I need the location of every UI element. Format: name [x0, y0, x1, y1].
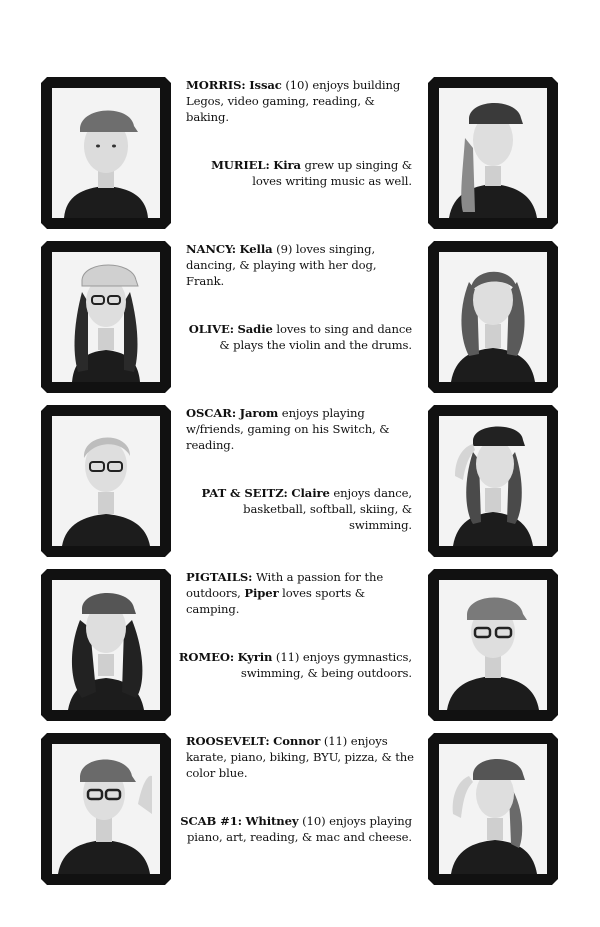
- photo-frame: [41, 569, 171, 721]
- bio-text: (10) enjoys building Legos, video gaming, reading, & baking.: [186, 78, 401, 124]
- bio-text: enjoys dance, basketball, softball, skiing, & swimming.: [243, 486, 412, 532]
- bio-entry: [178, 321, 412, 353]
- cast-row: [0, 241, 600, 393]
- role-name: ROOSEVELT:: [186, 734, 270, 748]
- role-name: OSCAR:: [186, 406, 237, 420]
- photo-frame: [428, 241, 558, 393]
- photo-frame: [428, 733, 558, 885]
- cast-row: [0, 77, 600, 229]
- bio-text: (11) enjoys gymnastics, swimming, & being outdoors.: [240, 650, 412, 680]
- headshot-photo: [52, 744, 160, 874]
- cast-row: [0, 733, 600, 885]
- headshot-photo: [439, 580, 547, 710]
- role-name: MURIEL:: [211, 158, 270, 172]
- actor-name: Kira: [273, 158, 301, 172]
- actor-name: Connor: [273, 734, 321, 748]
- photo-frame: [428, 569, 558, 721]
- bio-text: (10) enjoys playing piano, art, reading, & mac and cheese.: [186, 814, 412, 844]
- bio-text: loves sports & camping.: [186, 586, 366, 616]
- photo-frame: [428, 405, 558, 557]
- actor-name: Kyrin: [237, 650, 273, 664]
- role-name: SCAB #1:: [180, 814, 242, 828]
- headshot-photo: [52, 416, 160, 546]
- bio-text: grew up singing & loves writing music as well.: [252, 158, 412, 188]
- photo-frame: [41, 241, 171, 393]
- actor-name: Piper: [244, 586, 279, 600]
- bio-entry: [178, 157, 412, 189]
- actor-name: Jarom: [239, 406, 279, 420]
- photo-frame: [41, 405, 171, 557]
- photo-frame: [41, 77, 171, 229]
- bio-text: With a passion for the outdoors,: [186, 570, 384, 600]
- bio-text: (9) loves singing, dancing, & playing with her dog, Frank.: [186, 242, 377, 288]
- photo-frame: [41, 733, 171, 885]
- role-name: ROMEO:: [178, 650, 235, 664]
- headshot-photo: [439, 744, 547, 874]
- role-name: OLIVE:: [188, 322, 234, 336]
- bio-entry: [178, 813, 412, 845]
- actor-name: Issac: [249, 78, 282, 92]
- bio-entry: [186, 405, 418, 453]
- bio-text: enjoys playing w/friends, gaming on his Switch, & reading.: [186, 406, 390, 452]
- bio-entry: [178, 485, 412, 533]
- actor-name: Claire: [291, 486, 330, 500]
- headshot-photo: [52, 580, 160, 710]
- headshot-photo: [52, 252, 160, 382]
- bio-text: loves to sing and dance & plays the violin and the drums.: [219, 322, 412, 352]
- headshot-photo: [439, 252, 547, 382]
- headshot-photo: [439, 88, 547, 218]
- bio-entry: [186, 733, 418, 781]
- headshot-photo: [439, 416, 547, 546]
- bio-entry: [186, 569, 418, 617]
- role-name: NANCY:: [186, 242, 236, 256]
- bio-text: (11) enjoys karate, piano, biking, BYU, pizza, & the color blue.: [186, 734, 414, 780]
- actor-name: Kella: [239, 242, 273, 256]
- role-name: PIGTAILS:: [186, 570, 253, 584]
- bio-entry: [186, 77, 418, 125]
- bio-entry: [186, 241, 418, 289]
- cast-row: [0, 405, 600, 557]
- bio-entry: [178, 649, 412, 681]
- photo-frame: [428, 77, 558, 229]
- cast-row: [0, 569, 600, 721]
- headshot-photo: [52, 88, 160, 218]
- role-name: MORRIS:: [186, 78, 246, 92]
- role-name: PAT & SEITZ:: [201, 486, 288, 500]
- actor-name: Whitney: [245, 814, 299, 828]
- actor-name: Sadie: [237, 322, 273, 336]
